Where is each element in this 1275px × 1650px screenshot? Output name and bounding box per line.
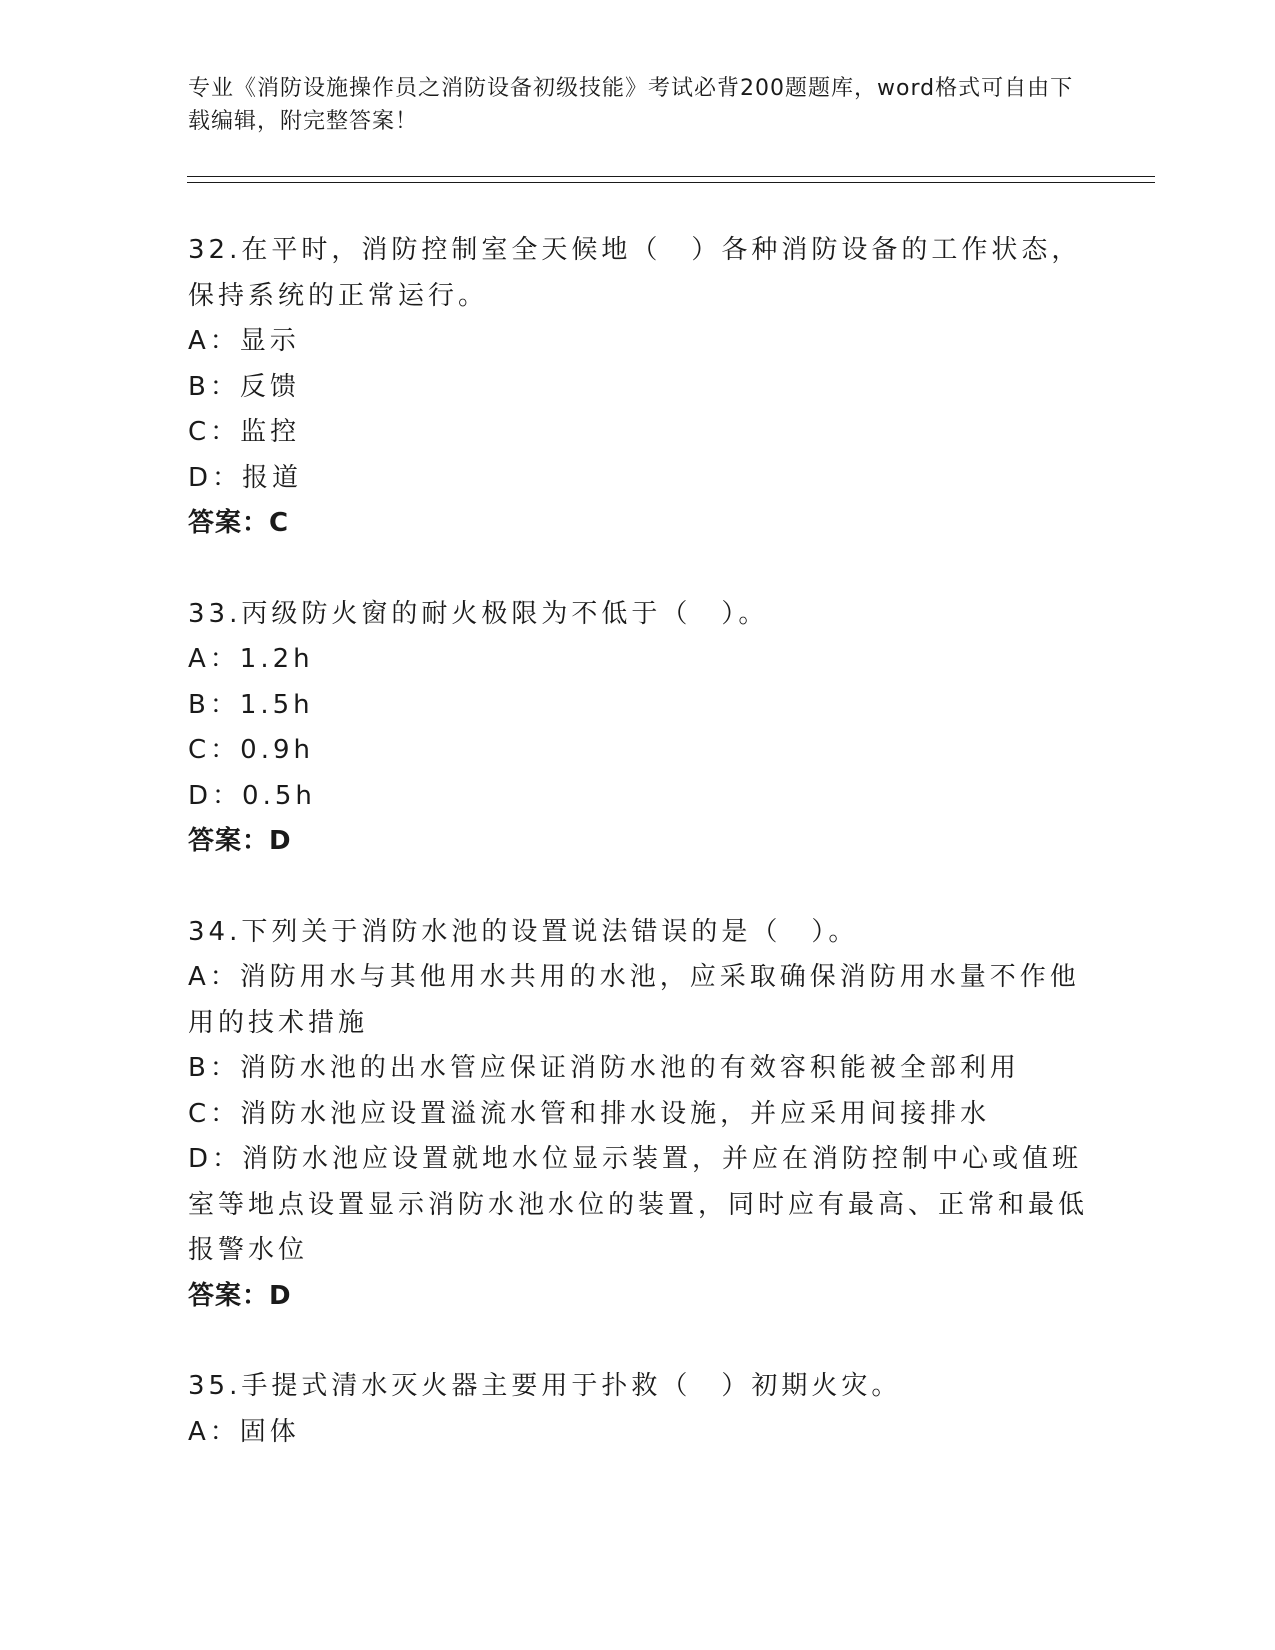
header-divider-bottom [187,182,1155,183]
option-a: A：消防用水与其他用水共用的水池，应采取确保消防用水量不作他用的技术措施 [188,962,1080,1038]
option-d: D：报道 [188,462,303,493]
option-d: D：0.5h [188,780,316,811]
option-a: A：显示 [188,326,300,356]
question-33 [188,592,1088,865]
option-c: C：0.9h [188,735,314,765]
answer-label: 答案：C [188,508,290,538]
option-c: C：监控 [188,417,301,447]
option-b: B：反馈 [188,371,300,402]
answer-label: 答案：D [188,826,292,856]
question-stem: 32.在平时，消防控制室全天候地（ ）各种消防设备的工作状态，保持系统的正常运行。 [188,235,1082,311]
option-c: C：消防水池应设置溢流水管和排水设施，并应采用间接排水 [188,1098,991,1129]
option-a: A：固体 [188,1416,300,1447]
option-b: B：1.5h [188,689,314,720]
question-35 [188,1364,1088,1455]
question-stem: 35.手提式清水灭火器主要用于扑救（ ）初期火灾。 [188,1371,902,1401]
question-list [188,228,1088,1500]
header-divider-top [187,176,1155,177]
question-34 [188,910,1088,1320]
option-d: D：消防水池应设置就地水位显示装置，并应在消防控制中心或值班室等地点设置显示消防水池水位的装置，同时应有最高、正常和最低报警水位 [188,1144,1089,1265]
question-32 [188,228,1088,547]
question-stem: 33.丙级防火窗的耐火极限为不低于（ ）。 [188,598,769,629]
answer-label: 答案：D [188,1280,292,1311]
option-b: B：消防水池的出水管应保证消防水池的有效容积能被全部利用 [188,1053,1020,1083]
document-header: 专业《消防设施操作员之消防设备初级技能》考试必背200题题库，word格式可自由下载编辑，附完整答案！ [188,76,1074,134]
question-stem: 34.下列关于消防水池的设置说法错误的是（ ）。 [188,916,859,947]
option-a: A：1.2h [188,644,314,674]
